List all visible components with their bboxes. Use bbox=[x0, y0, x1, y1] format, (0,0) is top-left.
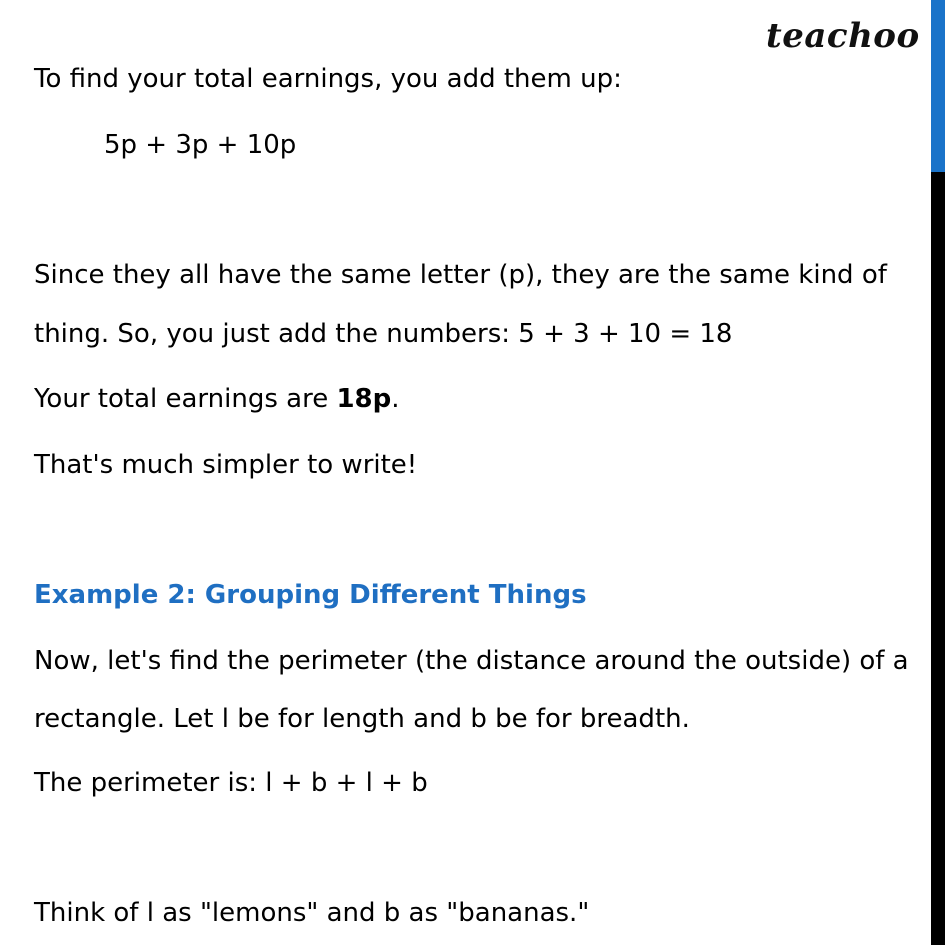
total-earnings-prefix: Your total earnings are bbox=[34, 384, 337, 414]
paragraph-line: That's much simpler to write! bbox=[34, 450, 418, 480]
total-earnings-value: 18p bbox=[336, 384, 392, 414]
paragraph-line: rectangle. Let l be for length and b be for breadth. bbox=[34, 704, 690, 734]
paragraph-line: thing. So, you just add the numbers: 5 + 3 + 10 = 18 bbox=[34, 319, 733, 349]
paragraph-line: The perimeter is: l + b + l + b bbox=[34, 768, 428, 798]
total-earnings-line bbox=[34, 382, 400, 416]
paragraph-line: Think of l as "lemons" and b as "bananas." bbox=[34, 898, 590, 928]
paragraph-line: Now, let's find the perimeter (the distance around the outside) of a bbox=[34, 646, 909, 676]
teachoo-logo: teachoo bbox=[766, 16, 920, 56]
section-heading: Example 2: Grouping Different Things bbox=[34, 580, 587, 610]
expression-line: 5p + 3p + 10p bbox=[104, 130, 297, 160]
paragraph-line: Since they all have the same letter (p), they are the same kind of bbox=[34, 260, 887, 290]
paragraph-line: To find your total earnings, you add them up: bbox=[34, 64, 622, 94]
scrollbar-thumb[interactable] bbox=[931, 0, 945, 172]
total-earnings-suffix: . bbox=[391, 384, 400, 414]
